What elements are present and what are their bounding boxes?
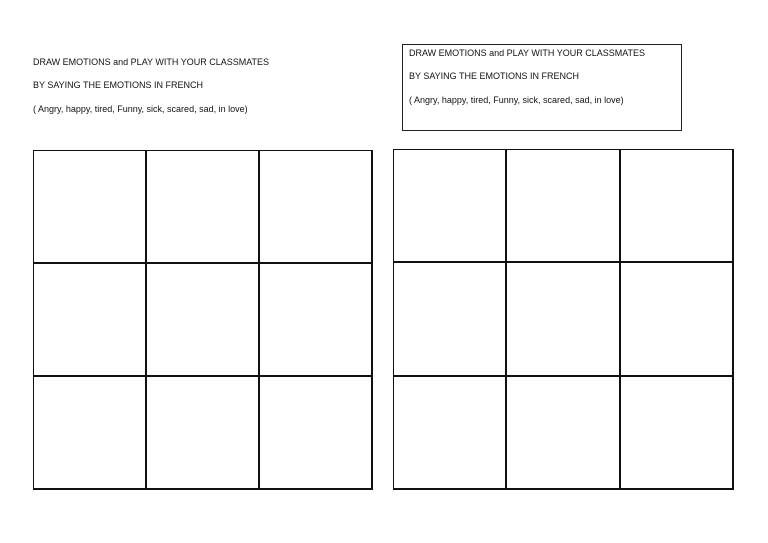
drawing-cell[interactable] bbox=[147, 377, 260, 490]
instruction-line-1: DRAW EMOTIONS and PLAY WITH YOUR CLASSMATES bbox=[409, 48, 646, 58]
left-drawing-grid bbox=[33, 150, 373, 490]
instruction-line-2: BY SAYING THE EMOTIONS IN FRENCH bbox=[409, 71, 580, 81]
emotions-list: ( Angry, happy, tired, Funny, sick, scared, sad, in love) bbox=[409, 95, 624, 105]
right-drawing-grid bbox=[393, 149, 734, 490]
drawing-cell[interactable] bbox=[260, 151, 373, 264]
drawing-cell[interactable] bbox=[147, 264, 260, 377]
drawing-cell[interactable] bbox=[34, 377, 147, 490]
drawing-cell[interactable] bbox=[621, 377, 734, 490]
right-instructions-box bbox=[402, 44, 682, 131]
drawing-cell[interactable] bbox=[507, 150, 620, 263]
left-instructions bbox=[33, 58, 293, 118]
emotions-list: ( Angry, happy, tired, Funny, sick, scared, sad, in love) bbox=[33, 104, 248, 114]
instruction-line-2: BY SAYING THE EMOTIONS IN FRENCH bbox=[33, 80, 204, 90]
drawing-cell[interactable] bbox=[147, 151, 260, 264]
drawing-cell[interactable] bbox=[394, 150, 507, 263]
drawing-cell[interactable] bbox=[34, 151, 147, 264]
drawing-cell[interactable] bbox=[260, 264, 373, 377]
drawing-cell[interactable] bbox=[260, 377, 373, 490]
drawing-cell[interactable] bbox=[394, 263, 507, 376]
drawing-cell[interactable] bbox=[394, 377, 507, 490]
drawing-cell[interactable] bbox=[507, 263, 620, 376]
drawing-cell[interactable] bbox=[34, 264, 147, 377]
instruction-line-1: DRAW EMOTIONS and PLAY WITH YOUR CLASSMATES bbox=[33, 57, 270, 67]
drawing-cell[interactable] bbox=[621, 150, 734, 263]
drawing-cell[interactable] bbox=[621, 263, 734, 376]
drawing-cell[interactable] bbox=[507, 377, 620, 490]
